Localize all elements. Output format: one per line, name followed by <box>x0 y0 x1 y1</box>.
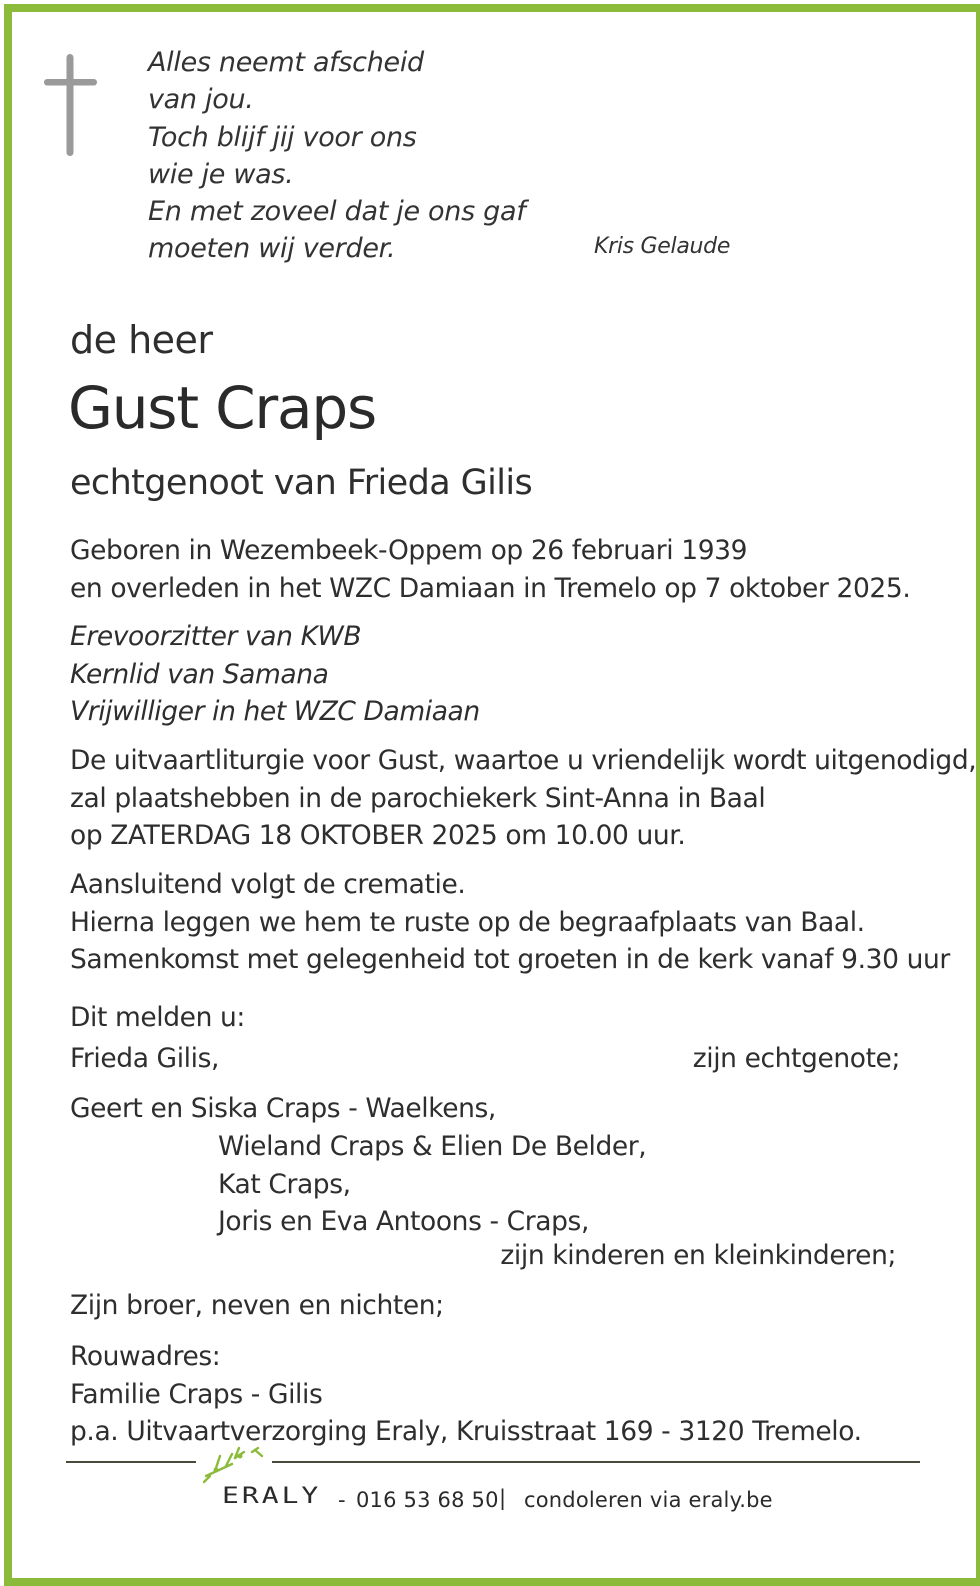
role-line: Vrijwilliger in het WZC Damiaan <box>70 696 480 727</box>
grandchildren <box>218 1128 646 1241</box>
cross-icon <box>42 52 100 158</box>
poem-line: Toch blijf jij voor ons <box>148 121 417 153</box>
ceremony-line: De uitvaartliturgie voor Gust, waartoe u vriendelijk wordt uitgenodigd, <box>70 745 977 776</box>
death-line: en overleden in het WZC Damiaan in Tremelo op 7 oktober 2025. <box>70 572 911 604</box>
poem-line: Alles neemt afscheid <box>148 47 424 78</box>
birth-line: Geboren in Wezembeek-Oppem op 26 februari 1939 <box>70 535 748 566</box>
after-line: Aansluitend volgt de crematie. <box>70 869 466 900</box>
role-line: Kernlid van Samana <box>70 658 329 690</box>
address-family: Familie Craps - Gilis <box>70 1378 323 1410</box>
poem-line: wie je was. <box>148 158 294 190</box>
grandchild-entry: Joris en Eva Antoons - Craps, <box>218 1206 589 1237</box>
ceremony-line: op ZATERDAG 18 OKTOBER 2025 om 10.00 uur. <box>70 820 686 851</box>
poem-line: moeten wij verder. <box>148 233 396 265</box>
siblings: Zijn broer, neven en nichten; <box>70 1290 444 1321</box>
condolence-link[interactable]: condoleren via eraly.be <box>524 1488 773 1512</box>
eraly-leaf-logo-icon <box>202 1446 272 1486</box>
footer-separator: | <box>499 1486 507 1510</box>
grandchild-entry: Kat Craps, <box>218 1168 351 1200</box>
after-line: Hierna leggen we hem te ruste op de begraafplaats van Baal. <box>70 906 865 938</box>
eraly-logo-text: ERALY <box>222 1482 322 1509</box>
mourning-address <box>70 1338 862 1451</box>
after-line: Samenkomst met gelegenheid tot groeten in de kerk vanaf 9.30 uur <box>70 944 950 975</box>
address-line: p.a. Uitvaartverzorging Eraly, Kruisstraat 169 - 3120 Tremelo. <box>70 1416 862 1447</box>
poem <box>148 44 525 268</box>
footer-divider <box>66 1461 920 1463</box>
child-entry: Geert en Siska Craps - Waelkens, <box>70 1093 496 1124</box>
deceased-title: de heer <box>70 318 213 362</box>
footer-dash: - <box>338 1488 346 1512</box>
footer-phone[interactable]: 016 53 68 50 <box>356 1488 499 1512</box>
roles <box>70 618 480 731</box>
after-ceremony <box>70 866 950 979</box>
ceremony-line: zal plaatshebben in de parochiekerk Sint-Anna in Baal <box>70 782 766 814</box>
grandchild-entry: Wieland Craps & Elien De Belder, <box>218 1131 647 1162</box>
poem-line: van jou. <box>148 84 254 116</box>
spouse-name: Frieda Gilis, <box>70 1043 220 1074</box>
deceased-spouse: echtgenoot van Frieda Gilis <box>70 463 533 503</box>
birth-death <box>70 532 910 607</box>
role-line: Erevoorzitter van KWB <box>70 621 362 652</box>
spouse-relation: zijn echtgenote; <box>692 1043 900 1074</box>
children-relation: zijn kinderen en kleinkinderen; <box>500 1240 896 1271</box>
poem-author: Kris Gelaude <box>594 234 731 259</box>
ceremony <box>70 742 976 855</box>
address-label: Rouwadres: <box>70 1341 221 1372</box>
poem-line: En met zoveel dat je ons gaf <box>148 196 526 228</box>
deceased-name: Gust Craps <box>68 374 377 442</box>
announce-intro: Dit melden u: <box>70 1002 245 1033</box>
